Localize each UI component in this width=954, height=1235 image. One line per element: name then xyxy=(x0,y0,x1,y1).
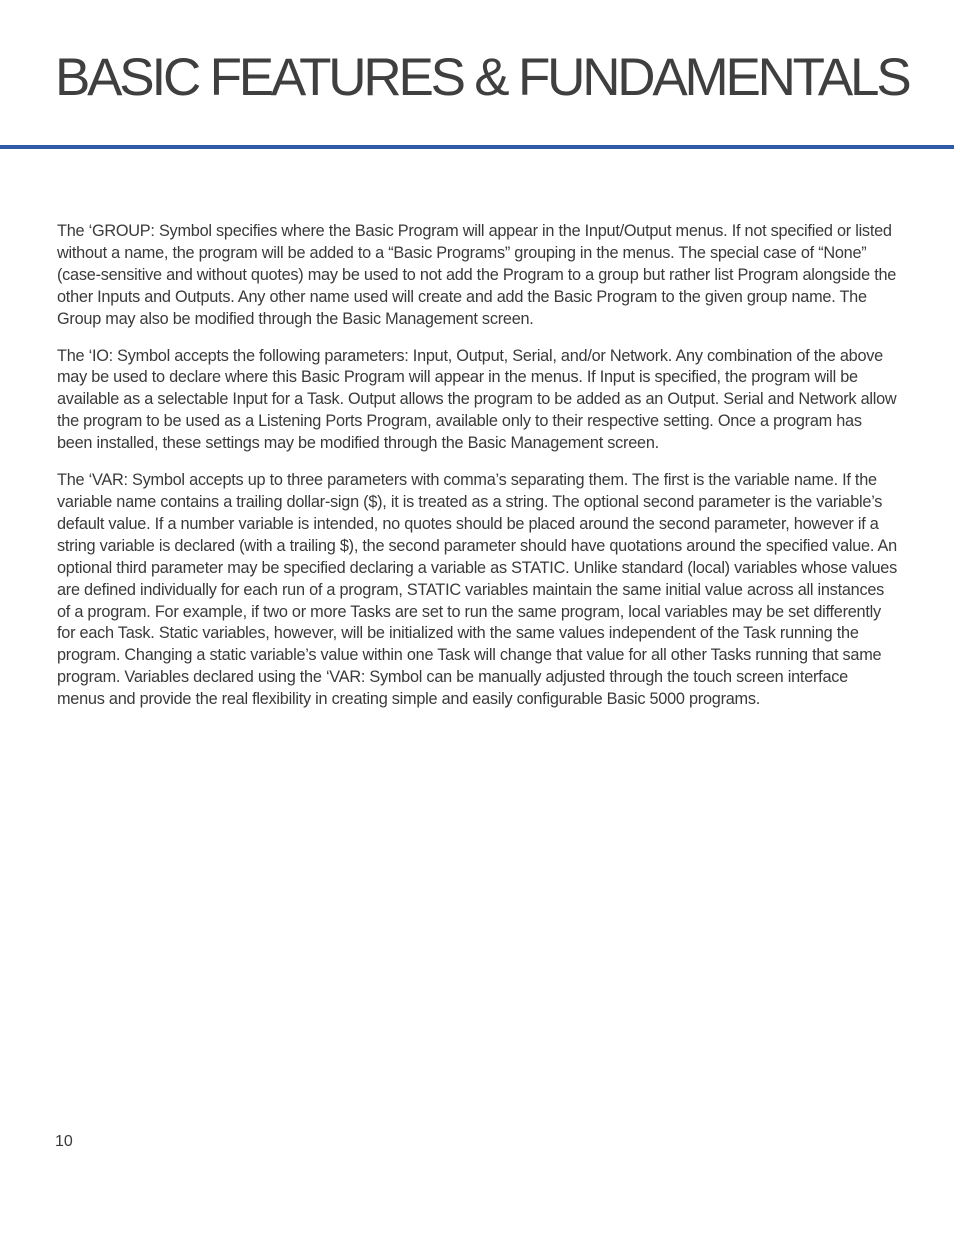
body-text xyxy=(57,221,897,726)
paragraph-io-symbol: The ‘IO: Symbol accepts the following parameters: Input, Output, Serial, and/or Network. Any combination of the above may be used to declare where this Basic Program will appear in the menus. If Input is specified, the program will be available as a selectable Input for a Task. Output allows the program to be added as an Output. Serial and Network allow the program to be used as a Listening Ports Program, available only to their respective setting. Once a program has been installed, these settings may be modified through the Basic Management screen. xyxy=(57,346,897,453)
page-number: 10 xyxy=(55,1133,73,1150)
page-title: BASIC FEATURES & FUNDAMENTALS xyxy=(55,48,909,107)
header-divider xyxy=(0,145,954,149)
page-header xyxy=(0,0,954,150)
paragraph-var-symbol: The ‘VAR: Symbol accepts up to three parameters with comma’s separating them. The first is the variable name. If the variable name contains a trailing dollar-sign ($), it is treated as a string. The optional second parameter is the variable’s default value. If a number variable is intended, no quotes should be placed around the second parameter, however if a string variable is declared (with a trailing $), the second parameter should have quotations around the specified value. An optional third parameter may be specified declaring a variable as STATIC. Unlike standard (local) variables whose values are defined individually for each run of a program, STATIC variables maintain the same initial value across all instances of a program. For example, if two or more Tasks are set to run the same program, local variables may be set differently for each Task. Static variables, however, will be initialized with the same values independent of the Task running the program. Changing a static variable’s value within one Task will change that value for all other Tasks running that same program. Variables declared using the ‘VAR: Symbol can be manually adjusted through the touch screen interface menus and provide the real flexibility in creating simple and easily configurable Basic 5000 programs. xyxy=(57,471,897,709)
paragraph-group-symbol: The ‘GROUP: Symbol specifies where the Basic Program will appear in the Input/Output menus. If not specified or listed without a name, the program will be added to a “Basic Programs” grouping in the menus. The special case of “None” (case-sensitive and without quotes) may be used to not add the Program to a group but rather list Program alongside the other Inputs and Outputs. Any other name used will create and add the Basic Program to the given group name. The Group may also be modified through the Basic Management screen. xyxy=(57,222,897,328)
